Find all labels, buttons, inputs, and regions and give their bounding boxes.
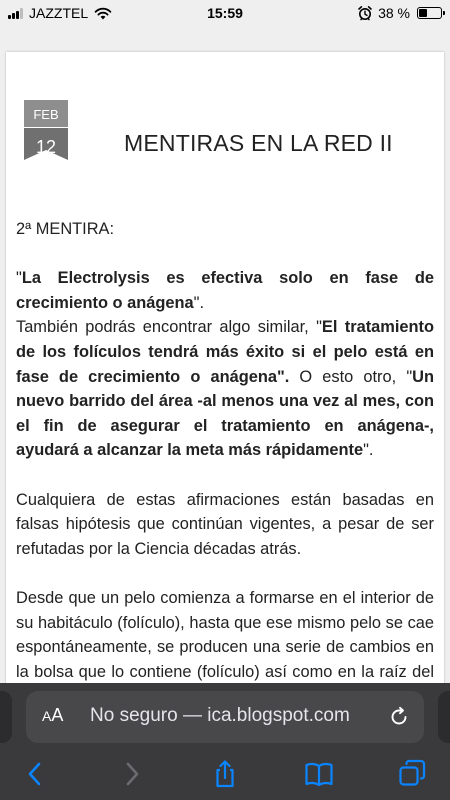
battery-level [419, 9, 427, 17]
forward-button[interactable] [117, 759, 147, 789]
date-day: 12 [35, 137, 57, 157]
alarm-icon [357, 5, 373, 21]
browser-toolbar [0, 753, 450, 800]
post-body [16, 217, 434, 683]
book-icon [304, 759, 334, 789]
text-segment: O esto otro, " [289, 367, 413, 386]
status-right [357, 5, 442, 21]
paragraph-3: Desde que un pelo comienza a formarse en el interior de su habitáculo (folículo), hasta que ese mismo pelo se cae espontáneamente, se producen una serie de cambios en la bolsa que lo contiene (folículo) así como en la raíz del [16, 588, 434, 681]
address-bar[interactable] [26, 691, 424, 743]
bold-statement-2: El tratamiento de los folículos tendrá más éxito si el pelo está en fase de crecimiento o anágena". [16, 318, 435, 386]
date-badge [24, 100, 68, 156]
text-segment: " [16, 269, 22, 288]
share-button[interactable] [210, 759, 240, 789]
clock: 15:59 [207, 5, 243, 21]
back-button[interactable] [20, 759, 50, 789]
share-icon [210, 759, 240, 789]
chevron-left-icon [20, 759, 50, 789]
post-title[interactable]: MENTIRAS EN LA RED II [124, 130, 393, 156]
web-page[interactable] [0, 26, 450, 683]
paragraph-2: Cualquiera de estas afirmaciones están basadas en falsas hipótesis que continúan vigentes, a pesar de ser refutadas por la Ciencia décadas atrás. [16, 490, 434, 558]
tabs-icon [397, 759, 427, 789]
paragraph-1 [16, 266, 434, 463]
bookmarks-button[interactable] [304, 759, 334, 789]
carrier-name: JAZZTEL [29, 5, 89, 21]
text-segment: También podrás encontrar algo similar, " [16, 318, 322, 337]
date-month: FEB [33, 107, 59, 122]
aa-big: A [51, 705, 64, 725]
bold-statement-1: La Electrolysis es efectiva solo en fase de crecimiento o anágena [16, 269, 434, 312]
aa-small: A [42, 708, 52, 724]
next-tab-peek[interactable] [438, 691, 450, 743]
page-settings-button[interactable] [42, 705, 63, 726]
post-heading: 2ª MENTIRA: [16, 220, 115, 238]
blog-post [6, 52, 444, 683]
reload-icon[interactable] [388, 706, 410, 728]
previous-tab-peek[interactable] [0, 691, 12, 743]
tabs-button[interactable] [397, 759, 427, 789]
text-segment: ". [363, 441, 374, 460]
url-text[interactable]: No seguro — ica.blogspot.com [90, 705, 350, 726]
battery-icon [417, 7, 442, 19]
chevron-right-icon [117, 759, 147, 789]
battery-percent: 38 % [378, 5, 410, 21]
bold-statement-3: Un nuevo barrido del área -al menos una vez al mes, con el fin de asegurar el tratamiento en anágena-, ayudará a alcanzar la meta más rápidamente [16, 367, 434, 460]
status-bar [0, 0, 450, 26]
browser-bottom-bar [0, 683, 450, 800]
text-segment: ". [193, 293, 204, 312]
